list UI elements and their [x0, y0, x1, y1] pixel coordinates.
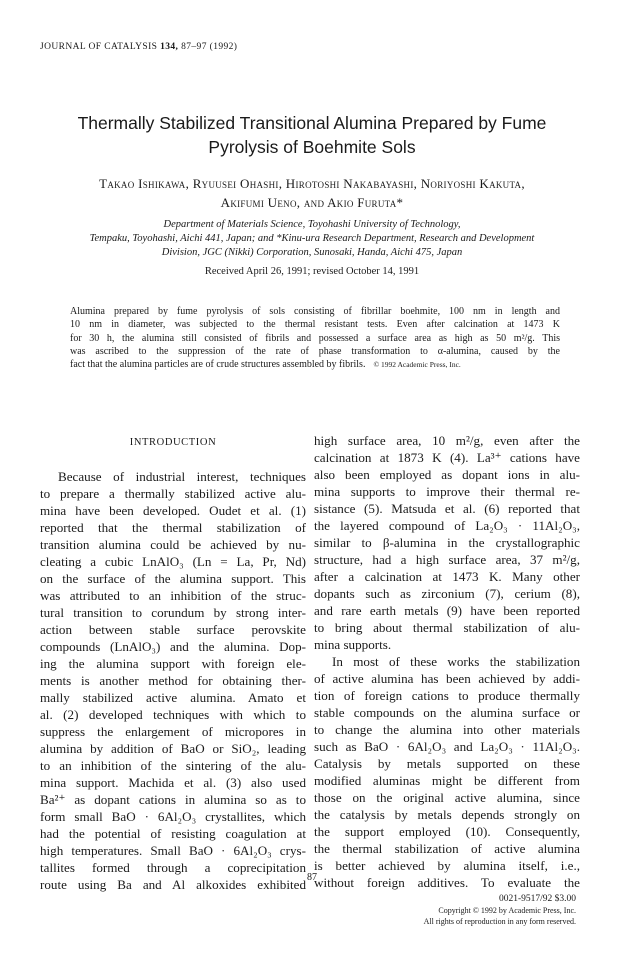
body-line: mina supports. — [314, 637, 392, 652]
author-line: Takao Ishikawa, Ryuusei Ohashi, Hirotoshi Nakabayashi, Noriyoshi Kakuta, — [99, 176, 525, 191]
body-line: to an inhibition of the sintering of the alu- — [40, 758, 306, 773]
abstract-line: Alumina prepared by fume pyrolysis of sols consisting of fibrillar boehmite, 100 nm in length and — [70, 306, 560, 317]
body-line: sistance (5). Matsuda et al. (6) reported that — [314, 501, 580, 516]
body-line: stable compounds on the alumina surface or — [314, 705, 580, 720]
received-date: Received April 26, 1991; revised October 14, 1991 — [204, 266, 420, 277]
body-line: mally stabilized active alumina. Amato et — [40, 690, 306, 705]
journal-header — [40, 42, 237, 52]
body-line: tural transition to corundum by strong inter- — [40, 605, 306, 620]
body-line: similar to β-alumina in the crystallographic — [314, 535, 580, 550]
body-line: also been employed as dopant ions in alu- — [314, 467, 580, 482]
body-line: calcination at 1873 K (4). La³⁺ cations have — [314, 450, 580, 465]
body-line: ing the alumina support with foreign ele- — [40, 656, 306, 671]
body-line: without foreign additives. To evaluate the — [314, 875, 580, 890]
body-line: compounds (LnAlO₃) and the alumina. Dop- — [40, 639, 306, 654]
title-line: Pyrolysis of Boehmite Sols — [208, 137, 416, 157]
body-line: mina support. Machida et al. (3) also used — [40, 775, 306, 790]
abstract-line: 10 nm in diameter, was subjected to the thermal resistant tests. Even after calcination at 1473 K — [70, 319, 560, 331]
body-line: structure, had a high surface area, 37 m²/g, — [314, 552, 580, 567]
abstract — [70, 305, 560, 371]
title-line: Thermally Stabilized Transitional Alumina Prepared by Fume — [77, 113, 547, 133]
body-line: was attributed to an inhibition of the struc- — [40, 588, 306, 603]
footer-rights: All rights of reproduction in any form reserved. — [423, 917, 576, 926]
affiliation-line: Division, JGC (Nikki) Corporation, Sunosaki, Handa, Aichi 475, Japan — [161, 247, 463, 258]
affiliation-line: Tempaku, Toyohashi, Aichi 441, Japan; and *Kinu-ura Research Department, Research and Development — [89, 233, 535, 244]
left-column — [40, 432, 306, 893]
author-line: Akifumi Ueno, and Akio Furuta* — [220, 195, 404, 210]
abstract-line: was ascribed to the suppression of the rate of phase transformation to α-alumina, caused by the — [70, 345, 560, 357]
abstract-last-text: fact that the alumina particles are of crude structures assembled by fibrils. — [70, 359, 366, 371]
author-list — [40, 174, 584, 212]
body-line: al. (2) developed techniques with which to — [40, 707, 306, 722]
body-line: of active alumina has been achieved by addi- — [314, 671, 580, 686]
body-line: to bring about thermal stabilization of alu- — [314, 620, 580, 635]
body-line: the catalysis by metals depends strongly on — [314, 807, 580, 822]
page-number: 87 — [307, 872, 317, 883]
journal-volume: 134, — [160, 42, 179, 52]
body-line: Ba²⁺ as dopant cations in alumina so as to — [40, 792, 306, 807]
abstract-line: for 30 h, the alumina still consisted of fibrils and possessed a surface area as high as 50 m²/g. This — [70, 332, 560, 344]
body-line: Catalysis by metals supported on these — [314, 756, 580, 771]
abstract-copyright: © 1992 Academic Press, Inc. — [373, 360, 461, 370]
body-line: high temperatures. Small BaO · 6Al₂O₃ crys- — [40, 843, 306, 858]
body-line: and rare earth metals (9) have been reported — [314, 603, 580, 618]
body-line: high surface area, 10 m²/g, even after the — [314, 433, 580, 448]
publisher-footer — [424, 894, 576, 927]
body-line: tallites formed through a coprecipitation — [40, 860, 306, 875]
issn-price: 0021-9517/92 $3.00 — [498, 894, 576, 904]
body-line: had the potential of resisting coagulation at — [40, 826, 306, 841]
body-line: reported that the thermal stabilization of — [40, 520, 306, 535]
journal-pages: 87–97 (1992) — [181, 42, 238, 52]
abstract-line — [70, 358, 560, 371]
body-line: alumina by addition of BaO or SiO₂, leading — [40, 741, 306, 756]
body-line: action between stable surface perovskite — [40, 622, 306, 637]
body-line: is better achieved by alumina itself, i.e., — [314, 858, 580, 873]
body-line: on the surface of the alumina support. This — [40, 571, 306, 586]
body-line: such as BaO · 6Al₂O₃ and La₂O₃ · 11Al₂O₃. — [314, 739, 580, 754]
body-line: those on the original active alumina, since — [314, 790, 580, 805]
paper-title — [40, 111, 584, 159]
right-column — [314, 432, 580, 891]
body-line: to change the alumina into other materials — [314, 722, 580, 737]
body-line: the thermal stabilization of active alumina — [314, 841, 580, 856]
body-line: form small BaO · 6Al₂O₃ crystallites, which — [40, 809, 306, 824]
journal-name: JOURNAL OF CATALYSIS — [40, 42, 158, 52]
body-line: the layered compound of La₂O₃ · 11Al₂O₃, — [314, 518, 580, 533]
body-line: dopants such as zirconium (7), cerium (8), — [314, 586, 580, 601]
body-line: ments is another method for obtaining ther- — [40, 673, 306, 688]
body-line: to prepare a thermally stabilized active alu- — [40, 486, 306, 501]
body-line: the support employed (10). Consequently, — [314, 824, 580, 839]
body-line: mina have been developed. Oudet et al. (1) — [40, 503, 306, 518]
body-line: Because of industrial interest, techniques — [58, 469, 306, 484]
body-line: after a calcination at 1473 K. Many other — [314, 569, 580, 584]
footer-copyright: Copyright © 1992 by Academic Press, Inc. — [438, 906, 576, 915]
body-line: mina supports to improve their thermal re- — [314, 484, 580, 499]
affiliations — [30, 218, 594, 260]
body-line: transition alumina could be achieved by nu- — [40, 537, 306, 552]
body-line: cleating a cubic LnAlO₃ (Ln = La, Pr, Nd) — [40, 554, 306, 569]
body-line: suppress the enlargement of micropores in — [40, 724, 306, 739]
body-line: route using Ba and Al alkoxides exhibited — [40, 877, 306, 892]
body-line: modified aluminas might be different from — [314, 773, 580, 788]
section-heading: INTRODUCTION — [129, 437, 217, 448]
body-line: In most of these works the stabilization — [332, 654, 580, 669]
affiliation-line: Department of Materials Science, Toyohashi University of Technology, — [163, 219, 461, 230]
body-line: tion of foreign cations to produce thermally — [314, 688, 580, 703]
